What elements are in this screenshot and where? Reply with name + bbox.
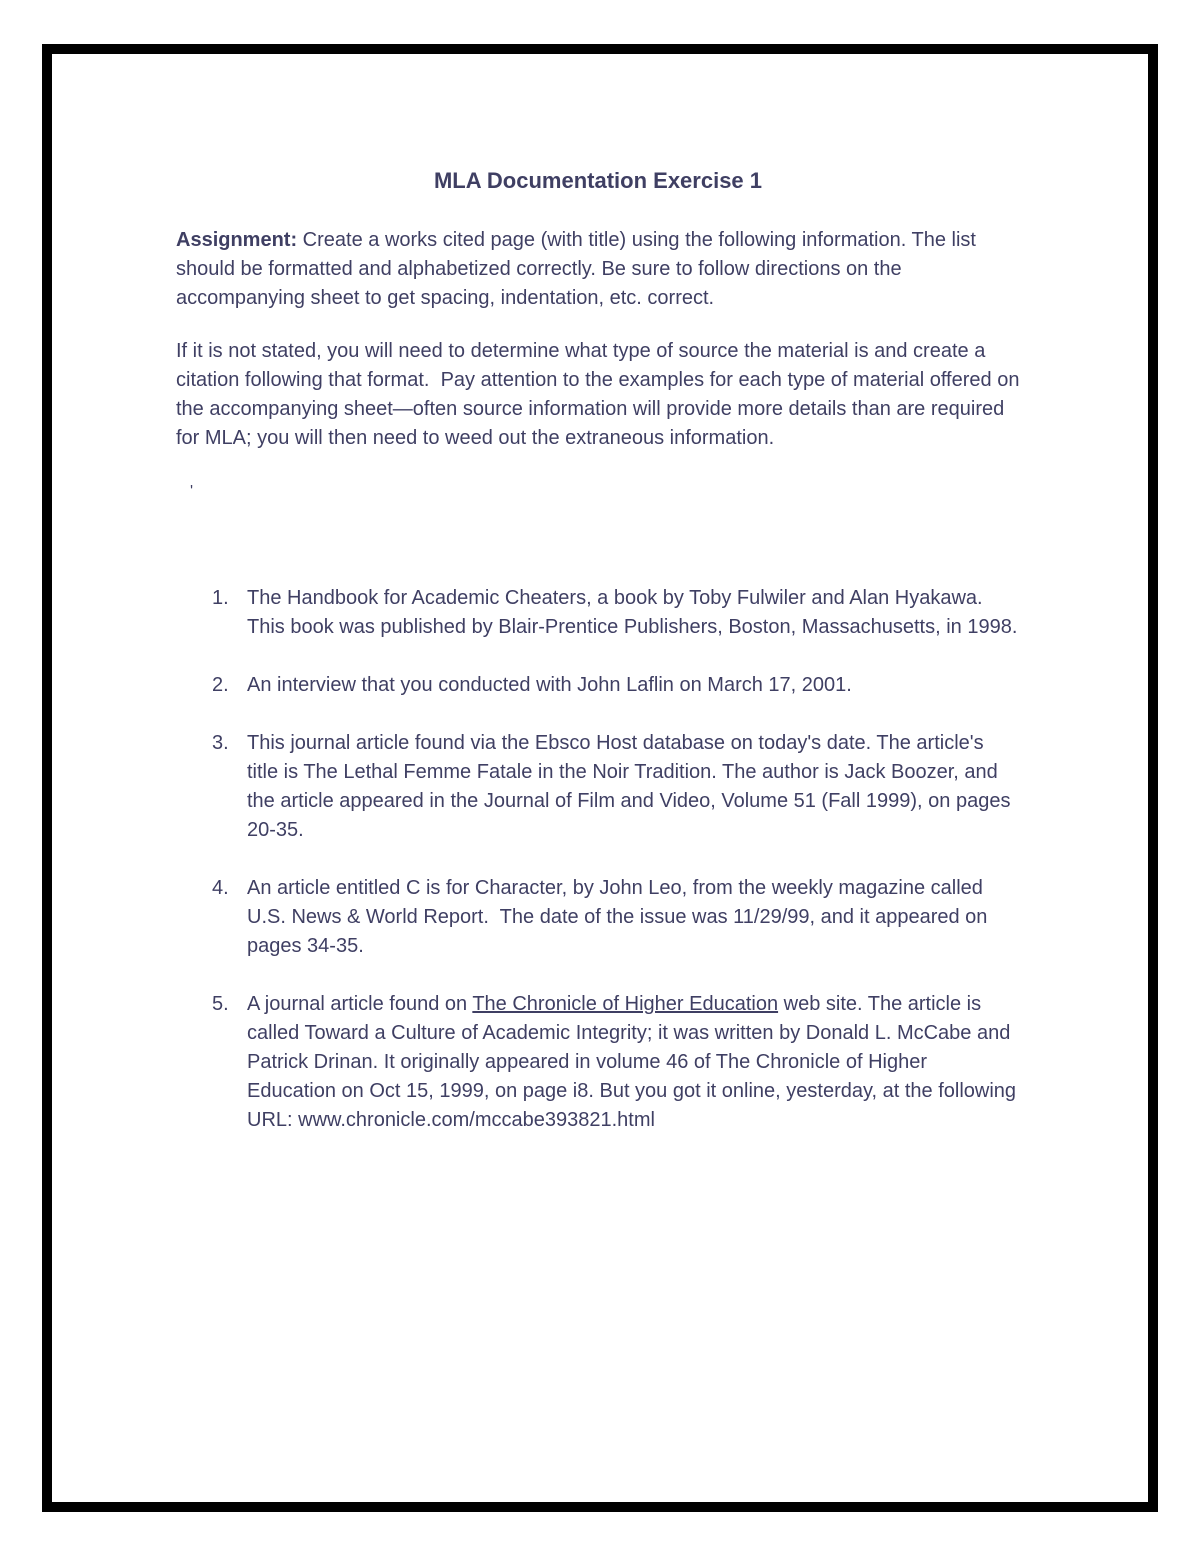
list-item-number: 2.: [212, 674, 229, 696]
stray-mark: ': [190, 483, 194, 500]
instructions-paragraph: If it is not stated, you will need to determine what type of source the material is and create a citation following that format. Pay attention to the examples for each type of material offered on the accompanying sheet—often source information will provide more details than are required for MLA; you will then need to weed out the extraneous information.: [176, 340, 1025, 449]
list-item-text: An article entitled C is for Character, by John Leo, from the weekly magazine called U.S. News & World Report. The date of the issue was 11/29/99, and it appeared on pages 34-35.: [247, 877, 993, 957]
document-body: [176, 168, 1025, 1135]
assignment-paragraph: [176, 226, 1020, 313]
item5-pre-text: A journal article found on: [247, 993, 473, 1015]
list-item-text: An interview that you conducted with John Laflin on March 17, 2001.: [247, 674, 852, 696]
list-item-text: [247, 990, 1020, 1135]
list-item-text: This journal article found via the Ebsco Host database on today's date. The article's title is The Lethal Femme Fatale in the Noir Tradition. The author is Jack Boozer, and the article appeared in the Journal of Film and Video, Volume 51 (Fall 1999), on pages 20-35.: [247, 732, 1016, 841]
item5-post-text: web site. The article is called Toward a Culture of Academic Integrity; it was written by Donald L. McCabe and Patrick Drinan. It originally appeared in volume 46 of The Chronicle of Higher Education on Oct 15, 1999, on page i8. But you got it online, yesterday, at the following URL: www.chronicle.com/mccabe393821.html: [247, 993, 1022, 1131]
page-title: MLA Documentation Exercise 1: [433, 168, 763, 193]
list-item-number: 3.: [212, 732, 229, 754]
assignment-label: Assignment:: [176, 229, 298, 251]
list-item: [176, 990, 1020, 1135]
item5-underlined-title: The Chronicle of Higher Education: [472, 993, 779, 1015]
page-border-frame: [42, 44, 1158, 1512]
list-item: [176, 584, 1020, 642]
list-item: [176, 671, 1020, 700]
list-item-number: 5.: [212, 993, 229, 1015]
source-list: [176, 584, 1020, 1135]
list-item: [176, 729, 1020, 845]
list-item-text: The Handbook for Academic Cheaters, a book by Toby Fulwiler and Alan Hyakawa. This book was published by Blair-Prentice Publishers, Boston, Massachusetts, in 1998.: [247, 587, 1018, 638]
assignment-text: Create a works cited page (with title) using the following information. The list should be formatted and alphabetized correctly. Be sure to follow directions on the accompanying sheet to get spacing, indentation, etc. correct.: [176, 229, 982, 309]
list-item-number: 4.: [212, 877, 229, 899]
list-item: [176, 874, 1020, 961]
list-item-number: 1.: [212, 587, 229, 609]
